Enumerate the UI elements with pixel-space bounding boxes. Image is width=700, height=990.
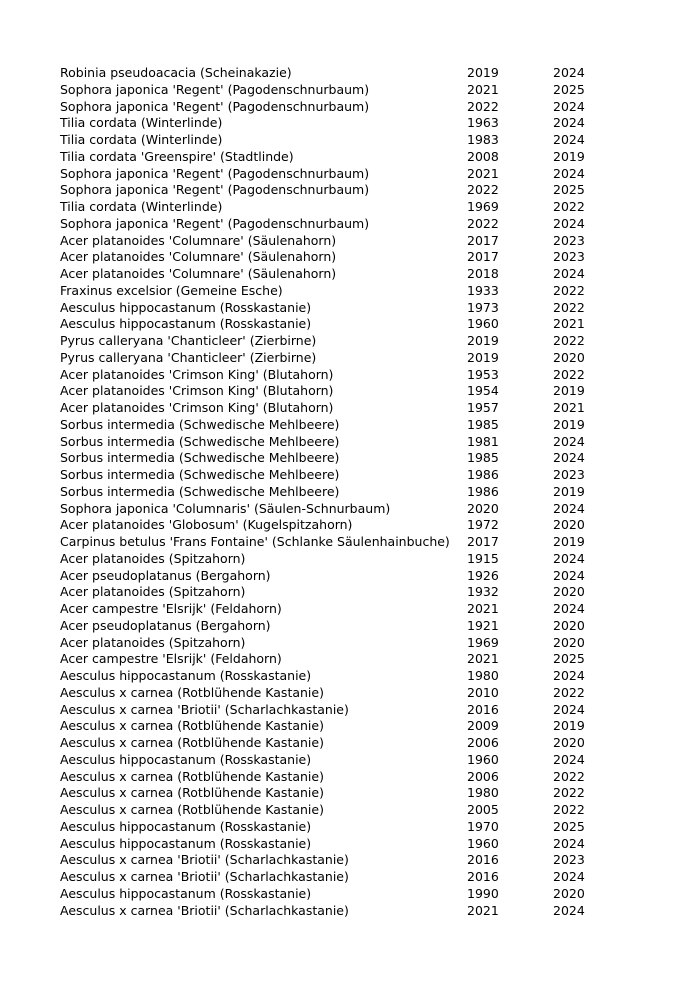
year-checked-cell: 2023 — [553, 249, 585, 265]
table-row — [60, 266, 620, 283]
year-checked-cell: 2024 — [553, 98, 585, 114]
species-cell: Robinia pseudoacacia (Scheinakazie) — [60, 65, 292, 80]
table-row — [60, 450, 620, 467]
year-planted-cell: 1960 — [467, 835, 499, 851]
species-cell: Tilia cordata (Winterlinde) — [60, 132, 223, 147]
species-cell: Sorbus intermedia (Schwedische Mehlbeere) — [60, 450, 340, 466]
year-planted-cell: 2016 — [467, 701, 499, 717]
table-row — [60, 618, 620, 635]
year-checked-cell: 2019 — [553, 416, 585, 432]
year-planted-cell: 2018 — [467, 266, 499, 281]
species-cell: Aesculus x carnea (Rotblühende Kastanie) — [60, 735, 324, 750]
year-checked-cell: 2022 — [553, 199, 585, 214]
species-cell: Sophora japonica 'Regent' (Pagodenschnurbaum) — [60, 182, 370, 198]
year-planted-cell: 2009 — [467, 718, 499, 734]
species-cell: Aesculus hippocastanum (Rosskastanie) — [60, 818, 312, 834]
species-cell: Acer pseudoplatanus (Bergahorn) — [60, 567, 271, 583]
table-row — [60, 166, 620, 183]
table-row — [60, 182, 620, 199]
table-row — [60, 300, 620, 317]
year-planted-cell: 2021 — [467, 601, 499, 616]
species-cell: Acer platanoides (Spitzahorn) — [60, 634, 246, 650]
table-row — [60, 383, 620, 400]
year-checked-cell: 2020 — [553, 617, 585, 633]
year-planted-cell: 1969 — [467, 199, 499, 214]
table-row — [60, 568, 620, 585]
year-planted-cell: 1921 — [467, 617, 499, 633]
table-row — [60, 216, 620, 233]
year-checked-cell: 2021 — [553, 316, 585, 332]
species-cell: Aesculus hippocastanum (Rosskastanie) — [60, 316, 312, 332]
species-cell: Aesculus x carnea (Rotblühende Kastanie) — [60, 802, 324, 817]
year-checked-cell: 2025 — [553, 81, 585, 97]
year-checked-cell: 2023 — [553, 467, 585, 482]
year-checked-cell: 2019 — [553, 148, 585, 164]
table-row — [60, 350, 620, 367]
species-cell: Aesculus x carnea 'Briotii' (Scharlachkastanie) — [60, 869, 349, 884]
species-cell: Pyrus calleryana 'Chanticleer' (Zierbirne) — [60, 349, 317, 365]
year-checked-cell: 2021 — [553, 400, 585, 415]
table-row — [60, 249, 620, 266]
species-cell: Aesculus hippocastanum (Rosskastanie) — [60, 835, 312, 851]
table-row — [60, 584, 620, 601]
species-cell: Acer platanoides 'Crimson King' (Blutahorn) — [60, 366, 334, 382]
species-cell: Tilia cordata 'Greenspire' (Stadtlinde) — [60, 148, 294, 164]
year-planted-cell: 2017 — [467, 249, 499, 265]
year-planted-cell: 1933 — [467, 282, 499, 298]
year-planted-cell: 1973 — [467, 299, 499, 315]
species-cell: Sophora japonica 'Regent' (Pagodenschnurbaum) — [60, 81, 370, 97]
species-cell: Acer platanoides 'Crimson King' (Blutahorn) — [60, 383, 334, 399]
species-cell: Sophora japonica 'Regent' (Pagodenschnurbaum) — [60, 98, 370, 114]
species-cell: Aesculus x carnea 'Briotii' (Scharlachkastanie) — [60, 852, 349, 868]
species-cell: Sorbus intermedia (Schwedische Mehlbeere) — [60, 416, 340, 432]
species-cell: Aesculus hippocastanum (Rosskastanie) — [60, 668, 312, 683]
table-row — [60, 819, 620, 836]
table-row — [60, 199, 620, 216]
table-row — [60, 65, 620, 82]
year-planted-cell: 2005 — [467, 802, 499, 817]
year-planted-cell: 2010 — [467, 684, 499, 700]
year-planted-cell: 2020 — [467, 500, 499, 516]
year-checked-cell: 2020 — [553, 885, 585, 901]
table-row — [60, 668, 620, 685]
table-row — [60, 869, 620, 886]
year-planted-cell: 2022 — [467, 182, 499, 198]
year-checked-cell: 2020 — [553, 634, 585, 650]
year-planted-cell: 1969 — [467, 634, 499, 650]
species-cell: Fraxinus excelsior (Gemeine Esche) — [60, 282, 283, 298]
table-row — [60, 367, 620, 384]
species-cell: Aesculus x carnea (Rotblühende Kastanie) — [60, 768, 324, 784]
species-cell: Sorbus intermedia (Schwedische Mehlbeere) — [60, 483, 340, 499]
year-checked-cell: 2022 — [553, 785, 585, 801]
table-row — [60, 635, 620, 652]
year-planted-cell: 2016 — [467, 852, 499, 868]
year-planted-cell: 1980 — [467, 785, 499, 801]
species-cell: Acer platanoides (Spitzahorn) — [60, 550, 246, 566]
tree-table — [60, 65, 620, 919]
year-planted-cell: 1990 — [467, 885, 499, 901]
table-row — [60, 601, 620, 618]
year-planted-cell: 1915 — [467, 550, 499, 566]
year-planted-cell: 1985 — [467, 416, 499, 432]
species-cell: Sophora japonica 'Regent' (Pagodenschnurbaum) — [60, 165, 370, 181]
table-row — [60, 802, 620, 819]
table-row — [60, 517, 620, 534]
year-planted-cell: 2021 — [467, 165, 499, 181]
table-row — [60, 82, 620, 99]
table-row — [60, 852, 620, 869]
year-planted-cell: 2022 — [467, 215, 499, 231]
year-planted-cell: 1981 — [467, 433, 499, 449]
year-checked-cell: 2025 — [553, 182, 585, 198]
species-cell: Acer platanoides 'Crimson King' (Blutahorn) — [60, 400, 334, 415]
year-checked-cell: 2025 — [553, 818, 585, 834]
year-checked-cell: 2024 — [553, 567, 585, 583]
year-checked-cell: 2022 — [553, 333, 585, 348]
species-cell: Aesculus x carnea (Rotblühende Kastanie) — [60, 718, 324, 734]
year-checked-cell: 2024 — [553, 751, 585, 767]
species-cell: Acer campestre 'Elsrijk' (Feldahorn) — [60, 651, 282, 667]
species-cell: Sophora japonica 'Columnaris' (Säulen-Schnurbaum) — [60, 500, 391, 516]
year-checked-cell: 2024 — [553, 132, 585, 147]
year-checked-cell: 2024 — [553, 115, 585, 131]
table-row — [60, 769, 620, 786]
table-row — [60, 149, 620, 166]
table-row — [60, 718, 620, 735]
year-planted-cell: 1985 — [467, 450, 499, 466]
year-planted-cell: 1983 — [467, 132, 499, 147]
year-planted-cell: 2006 — [467, 735, 499, 750]
year-planted-cell: 2021 — [467, 651, 499, 667]
species-cell: Acer platanoides (Spitzahorn) — [60, 584, 246, 600]
species-cell: Aesculus x carnea (Rotblühende Kastanie) — [60, 684, 324, 700]
year-checked-cell: 2023 — [553, 232, 585, 248]
year-planted-cell: 2017 — [467, 534, 499, 549]
year-planted-cell: 1963 — [467, 115, 499, 131]
year-planted-cell: 1980 — [467, 668, 499, 683]
year-checked-cell: 2022 — [553, 282, 585, 298]
table-row — [60, 484, 620, 501]
year-checked-cell: 2023 — [553, 852, 585, 868]
species-cell: Acer platanoides 'Columnare' (Säulenahorn) — [60, 232, 337, 248]
table-row — [60, 417, 620, 434]
species-cell: Tilia cordata (Winterlinde) — [60, 115, 223, 131]
species-cell: Acer platanoides 'Columnare' (Säulenahorn) — [60, 249, 337, 265]
table-row — [60, 316, 620, 333]
table-row — [60, 434, 620, 451]
year-checked-cell: 2024 — [553, 701, 585, 717]
table-row — [60, 886, 620, 903]
species-cell: Aesculus x carnea 'Briotii' (Scharlachkastanie) — [60, 701, 349, 717]
table-row — [60, 534, 620, 551]
year-checked-cell: 2024 — [553, 165, 585, 181]
year-checked-cell: 2024 — [553, 668, 585, 683]
table-row — [60, 467, 620, 484]
year-planted-cell: 1932 — [467, 584, 499, 600]
species-cell: Aesculus hippocastanum (Rosskastanie) — [60, 885, 312, 901]
year-planted-cell: 1953 — [467, 366, 499, 382]
year-checked-cell: 2020 — [553, 517, 585, 533]
table-row — [60, 400, 620, 417]
year-planted-cell: 1926 — [467, 567, 499, 583]
table-row — [60, 551, 620, 568]
species-cell: Tilia cordata (Winterlinde) — [60, 199, 223, 214]
species-cell: Pyrus calleryana 'Chanticleer' (Zierbirne) — [60, 333, 317, 348]
year-planted-cell: 2016 — [467, 869, 499, 884]
table-row — [60, 903, 620, 920]
year-checked-cell: 2022 — [553, 684, 585, 700]
table-row — [60, 836, 620, 853]
table-row — [60, 233, 620, 250]
table-row — [60, 283, 620, 300]
table-row — [60, 115, 620, 132]
species-cell: Aesculus x carnea (Rotblühende Kastanie) — [60, 785, 324, 801]
year-checked-cell: 2019 — [553, 534, 585, 549]
year-checked-cell: 2024 — [553, 266, 585, 281]
species-cell: Aesculus hippocastanum (Rosskastanie) — [60, 751, 312, 767]
year-checked-cell: 2025 — [553, 651, 585, 667]
species-cell: Acer platanoides 'Globosum' (Kugelspitzahorn) — [60, 517, 353, 533]
year-planted-cell: 1986 — [467, 467, 499, 482]
year-checked-cell: 2024 — [553, 65, 585, 80]
year-planted-cell: 2017 — [467, 232, 499, 248]
year-planted-cell: 2021 — [467, 81, 499, 97]
table-row — [60, 685, 620, 702]
year-planted-cell: 2022 — [467, 98, 499, 114]
year-checked-cell: 2024 — [553, 215, 585, 231]
year-planted-cell: 2008 — [467, 148, 499, 164]
year-checked-cell: 2022 — [553, 366, 585, 382]
year-planted-cell: 2019 — [467, 349, 499, 365]
year-checked-cell: 2024 — [553, 902, 585, 918]
year-planted-cell: 2006 — [467, 768, 499, 784]
year-checked-cell: 2024 — [553, 601, 585, 616]
year-planted-cell: 2019 — [467, 65, 499, 80]
year-planted-cell: 1972 — [467, 517, 499, 533]
species-cell: Acer platanoides 'Columnare' (Säulenahorn) — [60, 266, 337, 281]
table-row — [60, 132, 620, 149]
year-checked-cell: 2020 — [553, 584, 585, 600]
year-checked-cell: 2019 — [553, 483, 585, 499]
species-cell: Sophora japonica 'Regent' (Pagodenschnurbaum) — [60, 215, 370, 231]
table-row — [60, 785, 620, 802]
species-cell: Aesculus x carnea 'Briotii' (Scharlachkastanie) — [60, 902, 349, 918]
table-row — [60, 651, 620, 668]
year-planted-cell: 1954 — [467, 383, 499, 399]
year-checked-cell: 2020 — [553, 349, 585, 365]
table-row — [60, 501, 620, 518]
year-planted-cell: 1957 — [467, 400, 499, 415]
year-checked-cell: 2022 — [553, 299, 585, 315]
species-cell: Aesculus hippocastanum (Rosskastanie) — [60, 299, 312, 315]
year-planted-cell: 1960 — [467, 751, 499, 767]
species-cell: Acer campestre 'Elsrijk' (Feldahorn) — [60, 601, 282, 616]
year-planted-cell: 1970 — [467, 818, 499, 834]
table-row — [60, 702, 620, 719]
year-checked-cell: 2024 — [553, 835, 585, 851]
table-row — [60, 333, 620, 350]
year-checked-cell: 2024 — [553, 869, 585, 884]
year-checked-cell: 2024 — [553, 500, 585, 516]
year-checked-cell: 2019 — [553, 383, 585, 399]
table-row — [60, 735, 620, 752]
species-cell: Acer pseudoplatanus (Bergahorn) — [60, 617, 271, 633]
year-planted-cell: 1986 — [467, 483, 499, 499]
year-checked-cell: 2024 — [553, 550, 585, 566]
table-row — [60, 99, 620, 116]
table-row — [60, 752, 620, 769]
year-planted-cell: 1960 — [467, 316, 499, 332]
year-checked-cell: 2024 — [553, 450, 585, 466]
species-cell: Sorbus intermedia (Schwedische Mehlbeere) — [60, 433, 340, 449]
year-planted-cell: 2021 — [467, 902, 499, 918]
year-checked-cell: 2020 — [553, 735, 585, 750]
year-checked-cell: 2022 — [553, 802, 585, 817]
year-checked-cell: 2024 — [553, 433, 585, 449]
year-planted-cell: 2019 — [467, 333, 499, 348]
year-checked-cell: 2019 — [553, 718, 585, 734]
species-cell: Sorbus intermedia (Schwedische Mehlbeere) — [60, 467, 340, 482]
year-checked-cell: 2022 — [553, 768, 585, 784]
species-cell: Carpinus betulus 'Frans Fontaine' (Schlanke Säulenhainbuche) — [60, 534, 450, 549]
